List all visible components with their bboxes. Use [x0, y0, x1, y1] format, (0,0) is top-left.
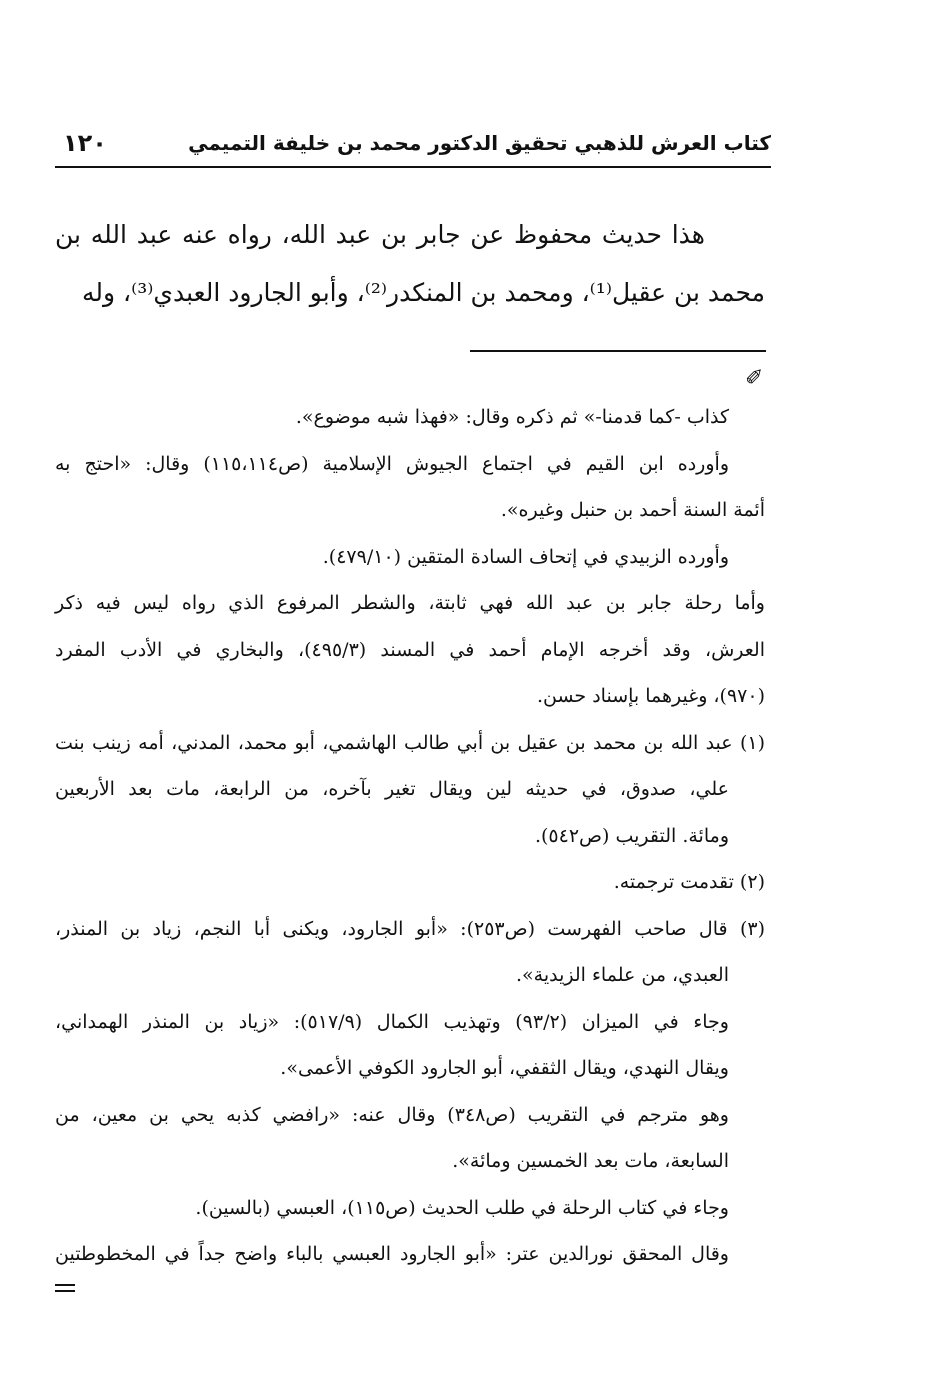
continued-mark-icon: [55, 1284, 75, 1296]
footnote-line: (٣) قال صاحب الفهرست (ص٢٥٣): «أبو الجارود، ويكنى أبا النجم، زياد بن المنذر،: [55, 917, 766, 940]
footnote-line: أئمة السنة أحمد بن حنبل وغيره».: [500, 499, 765, 521]
footnote-separator: [470, 350, 766, 352]
main-paragraph: [55, 206, 765, 322]
footnote-line: علي، صدوق، في حديثه لين ويقال تغير بآخره، من الرابعة، مات بعد الأربعين: [55, 778, 729, 800]
main-text: [55, 206, 765, 322]
footnote-line: وهو مترجم في التقريب (ص٣٤٨) وقال عنه: «رافضي كذبه يحي بن معين، من: [55, 1103, 729, 1126]
book-title: كتاب العرش للذهبي تحقيق الدكتور محمد بن خليفة التميمي: [188, 131, 771, 155]
page-header: [55, 122, 771, 164]
main-line-2: محمد بن عقيل⁽¹⁾، ومحمد بن المنكدر⁽²⁾، وأبو الجارود العبدي⁽³⁾، وله: [82, 278, 765, 307]
page-number: ١٢٠: [63, 129, 107, 157]
footnote-line: وجاء في الميزان (٩٣/٢) وتهذيب الكمال (٥١٧/٩): «زياد بن المنذر الهمداني،: [55, 1010, 729, 1033]
footnotes: [55, 394, 765, 1278]
footnote-line: (٢) تقدمت ترجمته.: [613, 871, 765, 893]
footnote-line: وجاء في كتاب الرحلة في طلب الحديث (ص١١٥)، العبسي (بالسين).: [195, 1196, 729, 1219]
header-rule: [55, 166, 771, 168]
footnote-line: ومائة. التقريب (ص٥٤٢).: [534, 824, 729, 847]
footnote-line: العرش، وقد أخرجه الإمام أحمد في المسند (٤٩٥/٣)، والبخاري في الأدب المفرد: [55, 638, 765, 661]
footnote-line: وأورده الزبيدي في إتحاف السادة المتقين (٤٧٩/١٠).: [322, 545, 729, 568]
footnote-line: ويقال النهدي، ويقال الثقفي، أبو الجارود الكوفي الأعمى».: [280, 1057, 729, 1079]
footnote-line: السابعة، مات بعد الخمسين ومائة».: [452, 1150, 729, 1172]
footnote-line: وأورده ابن القيم في اجتماع الجيوش الإسلامية (ص١١٥،١١٤) وقال: «احتج به: [55, 452, 729, 475]
footnote-line: (١) عبد الله بن محمد بن عقيل بن أبي طالب الهاشمي، أبو محمد، المدني، أمه زينب بنت: [55, 731, 765, 754]
footnote-line: كذاب -كما قدمنا-» ثم ذكره وقال: «فهذا شبه موضوع».: [295, 406, 729, 428]
main-line-1: هذا حديث محفوظ عن جابر بن عبد الله، رواه عنه عبد الله بن: [55, 220, 705, 249]
footnote-line: العبدي، من علماء الزيدية».: [516, 964, 729, 986]
footnote-line: وأما رحلة جابر بن عبد الله فهي ثابتة، والشطر المرفوع الذي رواه ليس فيه ذكر: [55, 592, 765, 614]
continuation-mark-icon: ✐: [745, 366, 764, 391]
footnote-line: وقال المحقق نورالدين عتر: «أبو الجارود العبسي بالباء واضح جداً في المخطوطتين: [55, 1243, 729, 1265]
footnote-line: (٩٧٠)، وغيرهما بإسناد حسن.: [536, 685, 765, 707]
